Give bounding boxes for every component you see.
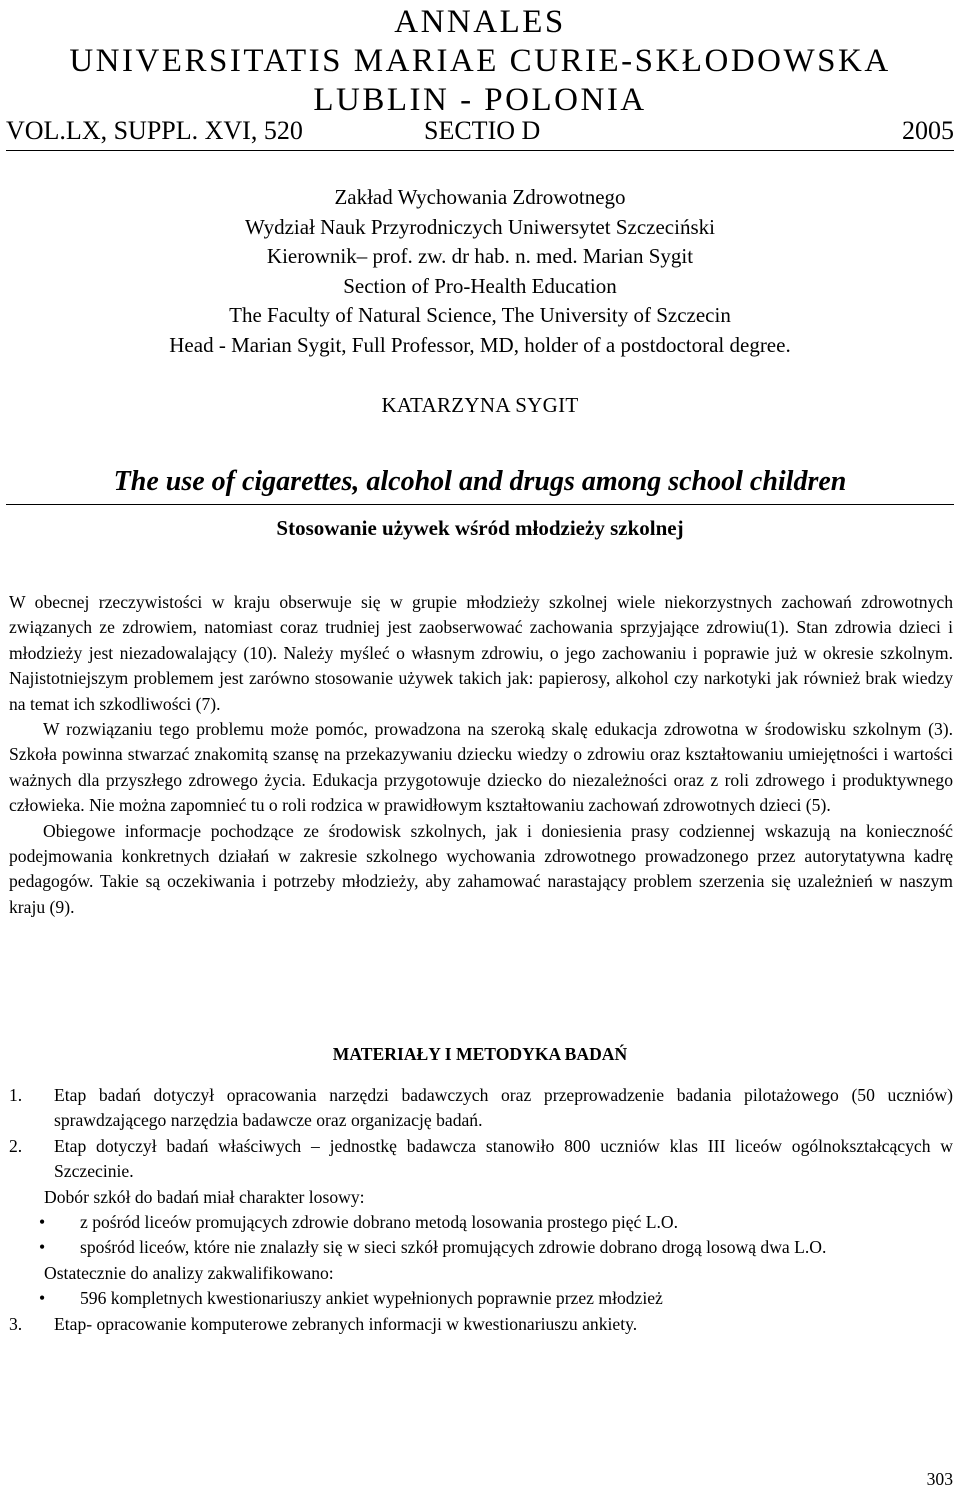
- journal-title-line-3: LUBLIN - POLONIA: [313, 82, 647, 118]
- journal-title-line-2: UNIVERSITATIS MARIAE CURIE-SKŁODOWSKA: [69, 43, 891, 79]
- list-item: [9, 1312, 953, 1337]
- bullet-text: z pośród liceów promujących zdrowie dobrano metodą losowania prostego pięć L.O.: [80, 1212, 679, 1233]
- affiliation-line: The Faculty of Natural Science, The University of Szczecin: [229, 303, 731, 327]
- journal-title-line-1: ANNALES: [394, 4, 566, 40]
- affiliation-line: Zakład Wychowania Zdrowotnego: [334, 185, 626, 209]
- affiliation-line: Section of Pro-Health Education: [343, 273, 617, 298]
- section-heading: MATERIAŁY I METODYKA BADAŃ: [332, 1044, 628, 1064]
- bullet-icon: •: [39, 1237, 46, 1258]
- paragraph: W obecnej rzeczywistości w kraju obserwuje się w grupie młodzieży szkolnej wiele niekorzystnych zachowań zdrowotnych związanych ze zdrowiem, natomiast coraz trudniej jest zaobserwować zachowania sprzyjające zdrowiu(1). Stan zdrowia dzieci i młodzieży jest niezadowalający (10). Należy myśleć o własnym zdrowiu, o jego zachowaniu i poprawie już w okresie szkolnym. Najistotniejszym problemem jest zarówno stosowanie używek takich jak: papierosy, alkohol czy narkotyki jak również brak wiedzy na temat ich szkodliwości (7).: [9, 592, 953, 714]
- page-number: 303: [926, 1469, 953, 1489]
- bullet-icon: •: [39, 1288, 46, 1309]
- list-item: [9, 1134, 953, 1185]
- author-name: KATARZYNA SYGIT: [381, 393, 579, 417]
- list-number: 3.: [9, 1313, 23, 1334]
- paragraph: Obiegowe informacje pochodzące ze środowisk szkolnych, jak i doniesienia prasy codziennej wskazują na konieczność podejmowania konkretnych działań w zakresie szkolnego wychowania zdrowotnego prowadzonego przez autorytatywna kadrę pedagogów. Takie są oczekiwania i potrzeby młodzieży, aby zahamować narastający problem szerzenia się uzależnień w naszym kraju (9).: [9, 820, 953, 917]
- list-item-text: Etap badań dotyczył opracowania narzędzi badawczych oraz przeprowadzenie badania pilotażowego (50 uczniów) sprawdzającego narzędzia badawcze oraz organizację badań.: [54, 1085, 953, 1131]
- list-number: 2.: [9, 1135, 23, 1156]
- list-number: 1.: [9, 1085, 23, 1105]
- bullet-item: [9, 1235, 953, 1260]
- bullet-item: [9, 1210, 953, 1235]
- list-item-text: Etap- opracowanie komputerowe zebranych informacji w kwestionariuszu ankiety.: [54, 1313, 638, 1334]
- year-info: 2005: [902, 116, 954, 145]
- list-item: [9, 1083, 953, 1134]
- body-text: [9, 590, 953, 920]
- methods-list: [9, 1083, 953, 1337]
- bullet-icon: •: [39, 1212, 46, 1233]
- paper-subtitle: Stosowanie używek wśród młodzieży szkolnej: [276, 516, 684, 540]
- affiliation-line: Head - Marian Sygit, Full Professor, MD, holder of a postdoctoral degree.: [169, 332, 791, 357]
- final-intro: Ostatecznie do analizy zakwalifikowano:: [44, 1262, 334, 1283]
- paper-title: The use of cigarettes, alcohol and drugs among school children: [6, 466, 954, 505]
- affiliation-line: Kierownik– prof. zw. dr hab. n. med. Marian Sygit: [266, 244, 694, 268]
- volume-row: [6, 116, 954, 151]
- selection-intro: Dobór szkół do badań miał charakter losowy:: [44, 1186, 365, 1207]
- bullet-text: 596 kompletnych kwestionariuszy ankiet wypełnionych poprawnie przez młodzież: [80, 1288, 663, 1309]
- paragraph: W rozwiązaniu tego problemu może pomóc, prowadzona na szeroką skalę edukacja zdrowotna w środowisku szkolnym (3). Szkoła powinna stwarzać znakomitą szansę na przekazywaniu dziecku wiedzy o zdrowiu oraz kształtowaniu umiejętności i wartości ważnych dla przyszłego zdrowego życia. Edukacja przygotowuje dziecko do niezależności oraz z roli zdrowego i produktywnego człowieka. Nie można zapomnieć tu o roli rodzica w prawidłowym kształtowaniu zachowań zdrowotnych dzieci (5).: [9, 719, 953, 816]
- section-info: SECTIO D: [424, 116, 541, 145]
- affiliation-line: Wydział Nauk Przyrodniczych Uniwersytet Szczeciński: [245, 214, 715, 239]
- bullet-item: [9, 1286, 953, 1311]
- bullet-text: spośród liceów, które nie znalazły się w sieci szkół promujących zdrowie dobrano drogą losową dwa L.O.: [80, 1237, 827, 1258]
- affiliation-block: [0, 183, 960, 360]
- volume-info: VOL.LX, SUPPL. XVI, 520: [6, 116, 303, 145]
- list-item-text: Etap dotyczył badań właściwych – jednostkę badawcza stanowiło 800 uczniów klas III liceów ogólnokształcących w Szczecinie.: [54, 1135, 953, 1182]
